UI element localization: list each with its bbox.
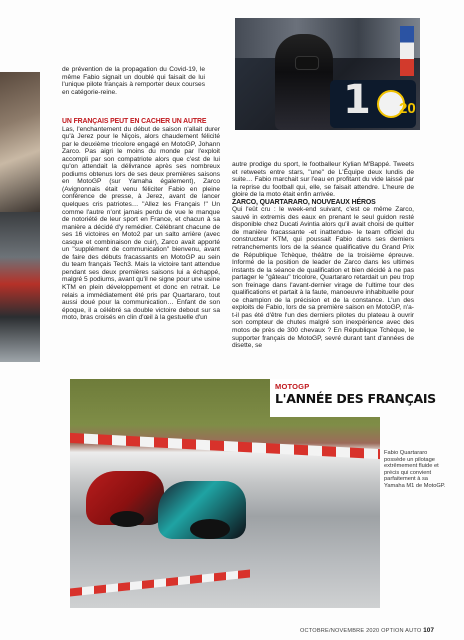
photo-race-number: 1	[343, 77, 371, 123]
photo-caption: Fabio Quartararo possède un pilotage extrêmement fluide et précis qui convient parfaitement à sa Yamaha M1 de MotoGP.	[384, 450, 446, 489]
column-2-intro: autre prodige du sport, le footballeur Kylian M'Bappé. Tweets et retweets entre stars, "une" de L'Équipe deux lundis de suite… Fabio marchait sur l'eau en profitant du vide laissé par la reprise du football qui, elle, se faisait attendre. L'heure de gloire de la moto était enfin arrivée.	[232, 161, 414, 199]
page-footer	[300, 627, 434, 634]
section-heading-1: UN FRANÇAIS PEUT EN CACHER UN AUTRE	[62, 118, 207, 125]
podium-photo	[235, 18, 420, 130]
footer-magazine: OPTION AUTO	[381, 628, 422, 634]
track-kerb-lower	[70, 570, 250, 597]
column-2	[232, 161, 414, 350]
intro-paragraph: de prévention de la propagation du Covid-19, le même Fabio signait un doublé qui faisait de lui l'unique pilote français à remporter deux courses en catégorie-reine.	[62, 66, 205, 96]
section-body-1: Las, l'enchantement du début de saison n'allait durer qu'à Jerez pour le Niçois, alors chaudement félicité par le deuxième tricolore engagé en MotoGP, Johann Zarco. Pas aigri le moins du monde par l'exploit accompli par son compatriote alors que c'est de lui qu'on attendait la délivrance après ses nombreux podiums obtenus lors de ses deux premières saisons en MotoGP (sur Yamaha également), Zarco (Avignonnais était venu féliciter Fabio en pleine conférence de presse, à Jerez, avant de lancer quelques cris patriotes… "Allez les Français !" Un comme l'autre n'ont jamais perdu de vue le manque de notoriété de leur sport en France, et chacun à sa manière a décidé d'y remédier. Célébrant chacune de ses 16 victoires en Moto2 par un salto arrière (avec casque et combinaison de cuir), Zarco avait apporté un "supplément de communication" bienvenu, avant de faire des débuts fracassants en MotoGP au sein du team français Tech3. Mais la victoire tant attendue pendant ses deux premières saisons lui a échappé, malgré 5 podiums, avant qu'il ne signe pour une usine KTM en plein développement et donc en retrait. Le relais a immédiatement été pris par Quartararo, tout aussi doué pour la communication… Enfant de son époque, il a célébré sa double victoire debout sur sa moto, bras croisés en clin d'œil à la gestuelle d'un	[62, 125, 220, 322]
column-1-intro	[62, 66, 205, 96]
footer-page-number: 107	[423, 627, 435, 634]
section-body-2: Qui l'eût cru : le week-end suivant, c'est ce même Zarco, sauvé in extremis des eaux en prenant le seul guidon resté disponible chez Ducati Avintia alors qu'il avait choisi de quitter de manière fracassante -et inattendue- le team officiel du constructeur KTM, qui poussait Fabio dans ses derniers retranchements lors de la séance qualificative du Grand Prix de République Tchèque, théâtre de la troisième épreuve. Informé de la position de leader de Zarco dans les ultimes instants de la séance de qualification et bien décidé à ne pas partager le "gâteau" tricolore, Quartararo retardait un peu trop son freinage dans l'avant-dernier virage de l'ultime tour des qualifications et partait à la faute, manoeuvre inhabituelle pour ce champion de la précision et de la constance. L'un des exploits de Fabio, lors de sa première saison en MotoGP, n'a-t-il pas été d'être l'un des derniers pilotes du plateau à ouvrir son compteur de chutes malgré son inexpérience avec des motos de près de 300 chevaux ? En République Tchèque, le supporter français de MotoGP, sevré durant tant d'années de disette, se	[232, 206, 414, 350]
footer-issue: OCTOBRE/NOVEMBRE 2020	[300, 628, 380, 634]
ducati-wheel	[110, 511, 144, 527]
left-edge-photo-bottom	[0, 212, 40, 362]
feature-title: L'ANNÉE DES FRANÇAIS	[275, 391, 436, 406]
photo-rider	[275, 34, 333, 130]
track-kerb	[70, 433, 380, 459]
photo-rider-number: 20	[399, 100, 416, 117]
photo-flag	[400, 26, 414, 76]
left-edge-photo-top	[0, 72, 40, 212]
yamaha-wheel	[190, 519, 230, 539]
photo-face-mask	[295, 56, 319, 70]
column-1-section	[62, 118, 220, 322]
feature-kicker: MOTOGP	[275, 382, 310, 391]
section-heading-2: ZARCO, QUARTARARO, NOUVEAUX HÉROS	[232, 198, 376, 206]
